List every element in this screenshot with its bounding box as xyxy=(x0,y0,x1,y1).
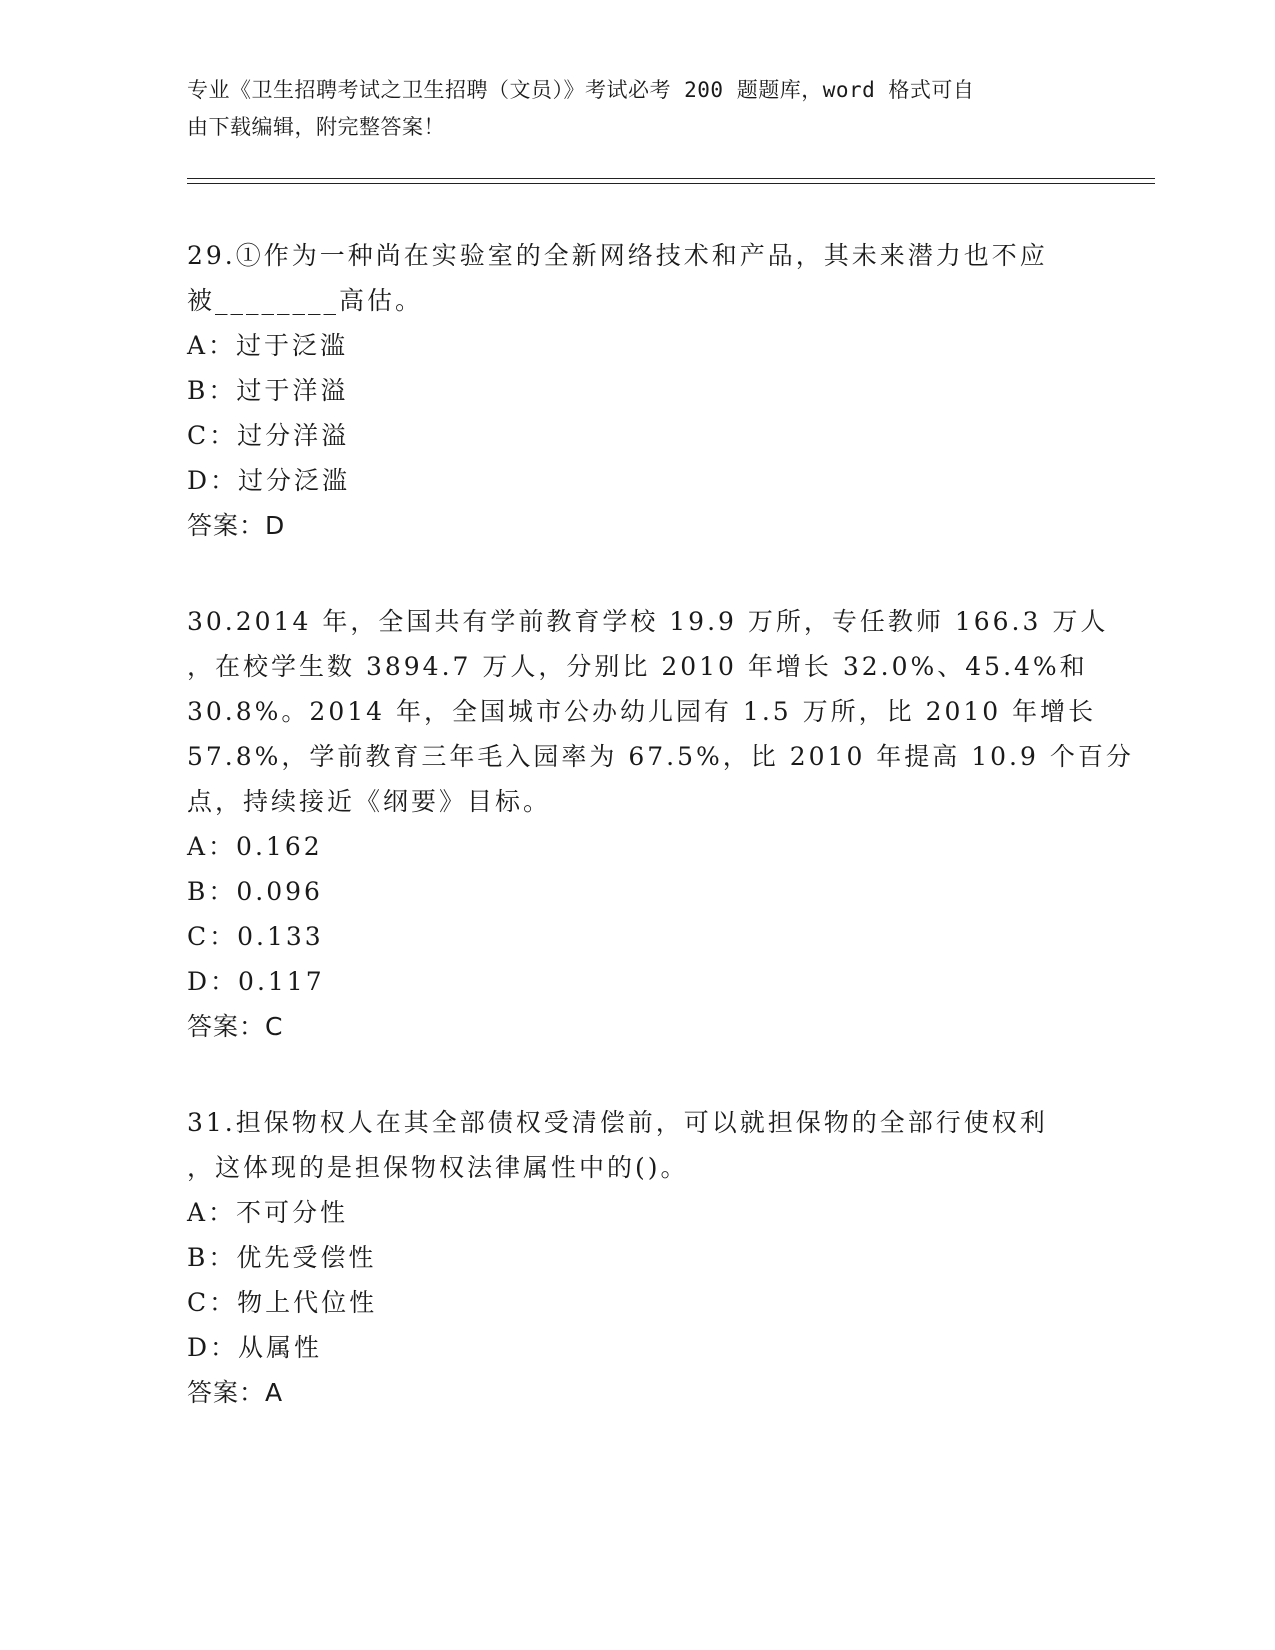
question-29 xyxy=(187,233,1087,548)
option-a: A：不可分性 xyxy=(187,1198,349,1227)
question-stem xyxy=(187,233,1087,323)
header-divider xyxy=(187,183,1155,184)
answer-line: 答案：C xyxy=(187,1012,284,1041)
answer-line: 答案：D xyxy=(187,511,286,540)
option-d: D：过分泛滥 xyxy=(187,466,351,495)
option-c: C：0.133 xyxy=(187,922,324,951)
option-d: D：0.117 xyxy=(187,967,325,996)
option-c: C：物上代位性 xyxy=(187,1288,378,1317)
option-b: B：0.096 xyxy=(187,877,323,906)
question-line: 57.8%，学前教育三年毛入园率为 67.5%，比 2010 年提高 10.9 个百分 xyxy=(187,742,1134,771)
option-a: A：0.162 xyxy=(187,832,323,861)
question-30 xyxy=(187,599,1134,1049)
option-c: C：过分洋溢 xyxy=(187,421,350,450)
question-line: 30.2014 年，全国共有学前教育学校 19.9 万所，专任教师 166.3 万人 xyxy=(187,607,1109,636)
question-stem xyxy=(187,1100,1087,1190)
question-31 xyxy=(187,1100,1087,1415)
answer-line: 答案：A xyxy=(187,1378,284,1407)
question-line: ，在校学生数 3894.7 万人，分别比 2010 年增长 32.0%、45.4%和 xyxy=(187,652,1088,681)
question-line: 被________高估。 xyxy=(187,286,424,315)
option-list xyxy=(187,824,1087,1004)
header-line: 由下载编辑，附完整答案！ xyxy=(187,115,445,139)
question-line: 31.担保物权人在其全部债权受清偿前，可以就担保物的全部行使权利 xyxy=(187,1108,1048,1137)
option-list xyxy=(187,323,1087,503)
question-line: 30.8%。2014 年，全国城市公办幼儿园有 1.5 万所，比 2010 年增长 xyxy=(187,697,1097,726)
option-b: B：优先受偿性 xyxy=(187,1243,377,1272)
question-line: ，这体现的是担保物权法律属性中的()。 xyxy=(187,1153,689,1182)
question-stem xyxy=(187,599,1134,824)
header-line: 专业《卫生招聘考试之卫生招聘（文员）》考试必考 200 题题库，word 格式可自 xyxy=(187,78,975,102)
option-a: A：过于泛滥 xyxy=(187,331,349,360)
question-line: 29.①作为一种尚在实验室的全新网络技术和产品，其未来潜力也不应 xyxy=(187,241,1048,270)
option-d: D：从属性 xyxy=(187,1333,323,1362)
question-line: 点，持续接近《纲要》目标。 xyxy=(187,787,552,816)
header-divider xyxy=(187,178,1155,179)
option-b: B：过于洋溢 xyxy=(187,376,349,405)
option-list xyxy=(187,1190,1087,1370)
document-header xyxy=(187,72,1067,146)
